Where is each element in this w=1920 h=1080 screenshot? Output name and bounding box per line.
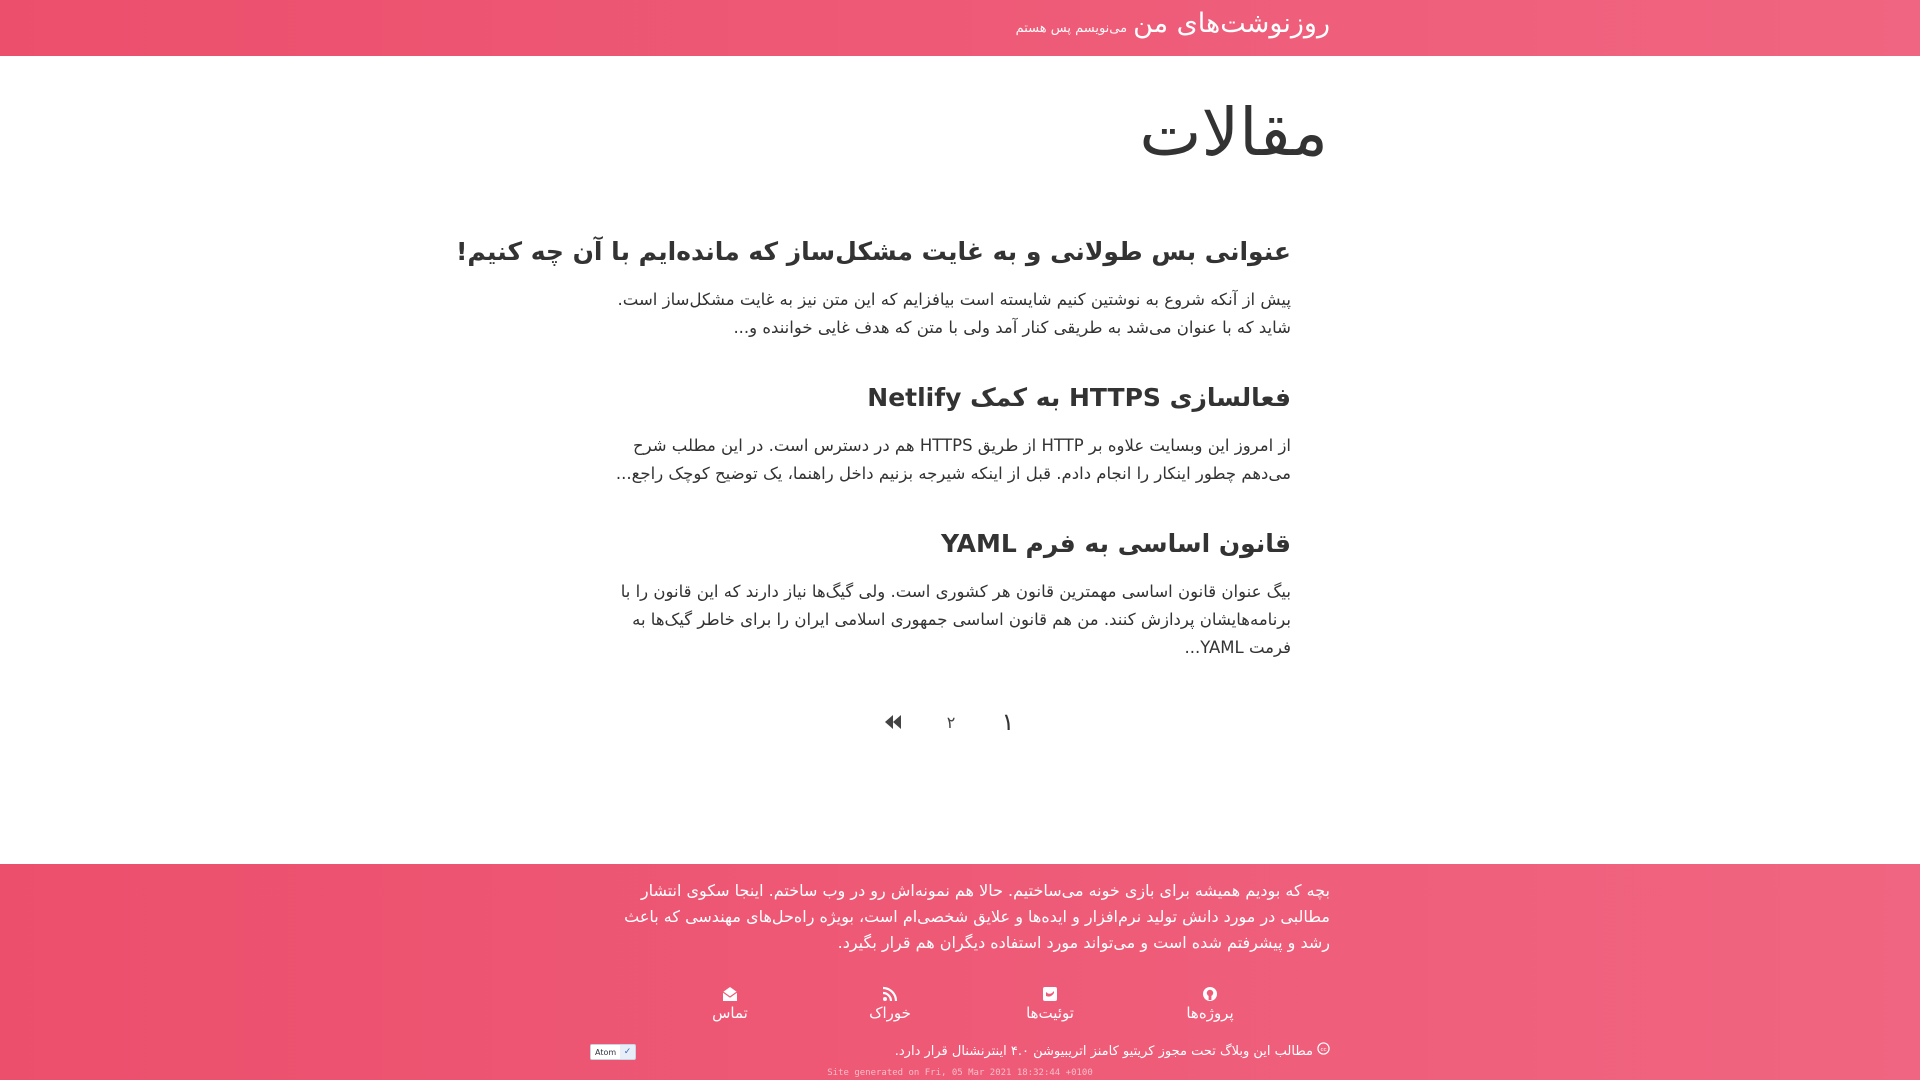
- license-text[interactable]: مطالب این وبلاگ تحت مجوز کریتیو کامنز اتریبیوشن ۴.۰ اینترنشنال قرار دارد.: [894, 1044, 1313, 1059]
- footer-feed-label: خوراک: [869, 1004, 911, 1022]
- pagination-current-page: ۱: [1001, 708, 1015, 736]
- footer-contact-label: تماس: [712, 1004, 748, 1022]
- github-icon: [1202, 986, 1218, 1002]
- footer-about-text: بچه که بودیم همیشه برای بازی خونه می‌ساختیم. حالا هم نمونه‌اش رو در وب ساختم. اینجا سکوی انتشار مطالبی در مورد دانش تولید نرم‌افزار و ایده‌ها و علایق شخصی‌ام است، بویژه راه‌حل‌های مهندسی که باعث رشد و پیشرفتم شده است و می‌تواند مورد استفاده دیگران هم قرار بگیرد.: [624, 881, 1330, 952]
- page-title: مقالات: [1139, 94, 1328, 171]
- twitter-icon: [1042, 986, 1058, 1002]
- post-title-link[interactable]: قانون اساسی به فرم YAML: [940, 529, 1291, 558]
- site-generated-note: Site generated on Fri, 05 Mar 2021 18:32:44 +0100: [827, 1068, 1093, 1078]
- license-notice: [895, 1042, 1330, 1059]
- footer-links: [680, 986, 1240, 1030]
- rss-icon: [882, 986, 898, 1002]
- site-title: روزنوشت‌های من: [1133, 8, 1330, 39]
- footer-projects-link[interactable]: [1160, 986, 1260, 1022]
- post-excerpt: از امروز این وبسایت علاوه بر HTTP از طریق HTTPS هم در دسترس است. در این مطلب شرح می‌دهم چطور اینکار را انجام دادم. قبل از اینکه شیرجه بزنیم داخل راهنما، یک توضیح کوچک راجع...: [615, 436, 1291, 483]
- atom-valid-badge[interactable]: [590, 1044, 636, 1060]
- footer-tweets-label: توئیت‌ها: [1026, 1004, 1074, 1022]
- double-chevron-left-icon[interactable]: [880, 712, 906, 732]
- post-item: [601, 378, 1291, 488]
- post-list: [456, 232, 1291, 698]
- footer-feed-link[interactable]: [840, 986, 940, 1022]
- post-item: [601, 524, 1291, 662]
- creative-commons-icon: [1317, 1042, 1330, 1059]
- site-brand-link[interactable]: [1016, 8, 1330, 39]
- post-item: [456, 232, 1291, 342]
- svg-text:cc: cc: [1320, 1046, 1327, 1053]
- checkmark-icon: ✓: [623, 1047, 632, 1057]
- site-header: [0, 0, 1920, 56]
- envelope-open-icon: [722, 986, 738, 1002]
- site-tagline: می‌نویسم پس هستم: [1015, 21, 1128, 36]
- footer-tweets-link[interactable]: [1000, 986, 1100, 1022]
- pagination: [880, 706, 1020, 738]
- footer-contact-link[interactable]: [680, 986, 780, 1022]
- post-excerpt: بیگ عنوان قانون اساسی مهمترین قانون هر کشوری است. ولی گیگ‌ها نیاز دارند که این قانون را با برنامه‌هایشان پردازش کنند. من هم قانون اساسی جمهوری اسلامی ایران را برای خاطر گیک‌ها به فرمت YAML...: [620, 582, 1291, 657]
- pagination-page-2-link[interactable]: ۲: [946, 712, 956, 732]
- footer-projects-label: پروژه‌ها: [1186, 1004, 1234, 1022]
- post-excerpt: پیش از آنکه شروع به نوشتین کنیم شایسته است بیافزایم که این متن نیز به غایت مشکل‌ساز است. شاید که با عنوان می‌شد به طریقی کنار آمد ولی با متن که هدف غایی خواننده و...: [617, 290, 1291, 337]
- site-footer: [0, 864, 1920, 1080]
- atom-badge-label: Atom: [591, 1045, 620, 1059]
- post-title-link[interactable]: عنوانی بس طولانی و به غایت مشکل‌ساز که مانده‌ایم با آن چه کنیم!: [456, 237, 1291, 266]
- post-title-link[interactable]: فعالسازی HTTPS به کمک Netlify: [867, 383, 1291, 412]
